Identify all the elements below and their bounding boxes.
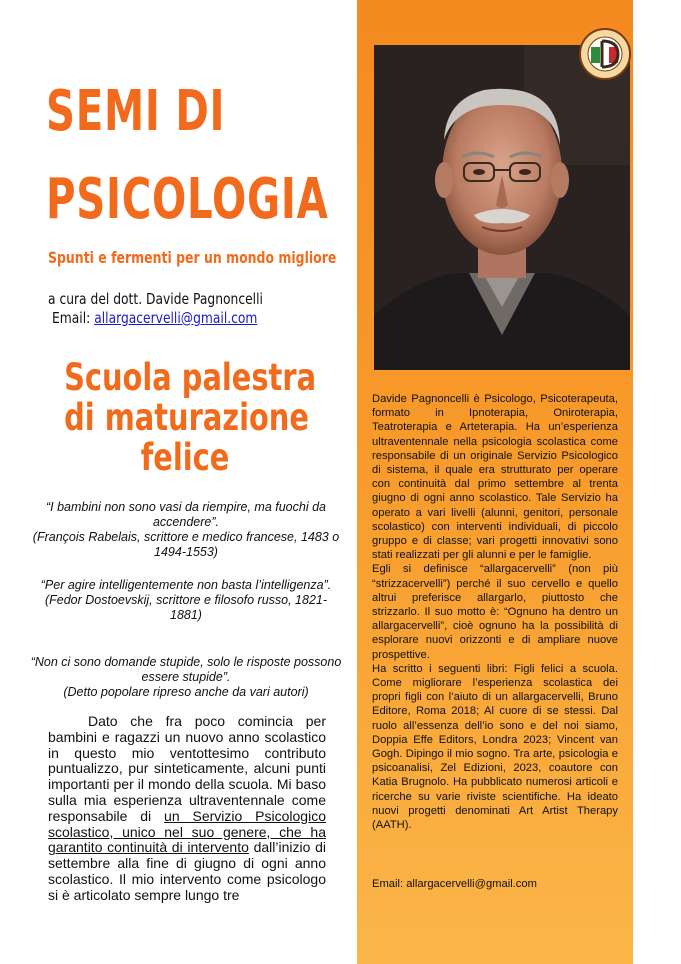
author-bio bbox=[372, 392, 618, 832]
quote-block bbox=[30, 578, 342, 623]
bio-paragraph: Ha scritto i seguenti libri: Figli felici a scuola. Come migliorare l’esperienza scolastica dei propri figli con l’aiuto di un allargacervelli, Bruno Editore, Roma 2018; Al cuore di se stessi. Dal ruolo all’essenza dell’io sono e del noi siamo, Doppia Effe Editors, Londra 2023; Vincent van Gogh. Dipingo il mio sogno. Tra arte, psicologia e psicoanalisi, Zel Edizioni, 2023, coautore con Katia Brugnolo. Ha pubblicato numerosi articoli e ricerche su varie riviste scientifiche. Ha ideato nuovi progetti denominati Art Artist Therapy (AATH). bbox=[372, 662, 618, 832]
article-headline bbox=[30, 358, 340, 478]
quote-text: “I bambini non sono vasi da riempire, ma fuochi da accendere”. bbox=[45, 500, 326, 529]
quote-block bbox=[30, 655, 342, 700]
quote-text: “Per agire intelligentemente non basta l’intelligenza”. bbox=[40, 578, 332, 592]
headline-line1: Scuola palestra bbox=[64, 356, 317, 399]
magazine-title-line1: SEMI DI bbox=[46, 79, 226, 144]
quote-author: (Fedor Dostoevskij, scrittore e filosofo russo, 1821-1881) bbox=[44, 593, 328, 622]
sidebar-email[interactable]: Email: allargacervelli@gmail.com bbox=[372, 878, 537, 890]
magazine-title-line2: PSICOLOGIA bbox=[46, 167, 329, 232]
magazine-subtitle: Spunti e fermenti per un mondo migliore bbox=[48, 248, 337, 267]
society-logo-icon bbox=[578, 27, 632, 81]
email-line bbox=[52, 309, 257, 327]
article-body bbox=[48, 714, 326, 904]
quote-text: “Non ci sono domande stupide, solo le risposte possono essere stupide”. bbox=[30, 655, 342, 684]
bio-paragraph: Egli si definisce “allargacervelli” (non più “strizzacervelli”) perché il suo cervello e quello altrui preferisce allargarlo, piuttosto che strizzarlo. Il suo motto è: “Ognuno ha dentro un allargacervelli”, cioè ognuno ha la possibilità di esplorare nuovi orizzonti e di ampliare nuove prospettive. bbox=[372, 563, 618, 661]
article-body-part2: dall’inizio di settembre alla fine di giugno di ogni anno scolastico. Il mio intervento come psicologo si è articolato sempre lungo tre bbox=[48, 839, 326, 903]
quote-block bbox=[30, 500, 342, 560]
bio-paragraph: Davide Pagnoncelli è Psicologo, Psicoterapeuta, formato in Ipnoterapia, Oniroterapia, Teatroterapia e Arteterapia. Ha un’esperienza ultraventennale nella psicologia scolastica come responsabile di un originale Servizio Psicologico di sistema, il quale era strutturato per operare con continuità dal primo settembre al trenta giugno di ogni anno scolastico. Tale Servizio ha operato a vari livelli (alunni, genitori, personale scolastico) con interventi individuali, di piccolo gruppo e di classe; vari progetti innovativi sono stati realizzati per gli alunni e per le famiglie. bbox=[372, 393, 618, 562]
quote-author: (François Rabelais, scrittore e medico francese, 1483 o 1494-1553) bbox=[32, 530, 340, 559]
article-body-part1: Dato che fra poco comincia per bambini e ragazzi un nuovo anno scolastico in questo mio ventottesimo contributo puntualizzo, pur sinteticamente, alcuni punti importanti per il mondo della scuola. Mi baso sulla mia esperienza ultraventennale come responsabile di bbox=[48, 713, 326, 824]
email-label: Email: bbox=[52, 309, 91, 327]
article-body-underlined: un Servizio Psicologico scolastico, unico nel suo genere, che ha garantito continuità di intervento bbox=[48, 807, 326, 856]
email-link[interactable]: allargacervelli@gmail.com bbox=[94, 309, 258, 327]
author-photo bbox=[374, 45, 630, 370]
headline-line2: di maturazione bbox=[64, 396, 309, 439]
quote-author: (Detto popolare ripreso anche da vari autori) bbox=[63, 685, 309, 699]
curator-line: a cura del dott. Davide Pagnoncelli bbox=[48, 290, 263, 308]
headline-line3: felice bbox=[140, 436, 230, 479]
